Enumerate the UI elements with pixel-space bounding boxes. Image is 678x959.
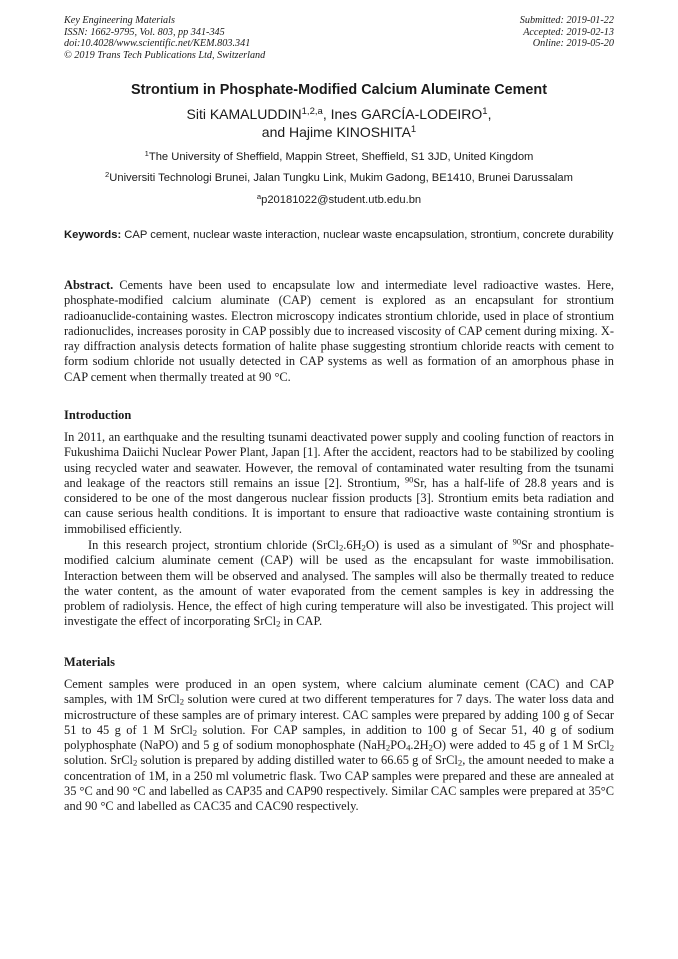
accepted-date: Accepted: 2019-02-13: [523, 26, 614, 38]
subscript: 2: [361, 542, 366, 553]
affiliation-mark: 1: [482, 105, 488, 117]
text-run: solution is prepared by adding distilled water to 66.65 g of SrCl: [137, 753, 458, 768]
text-run: PO: [390, 738, 407, 753]
author-list: [40, 105, 638, 141]
abstract-text: Cements have been used to encapsulate low and intermediate level radioactive wastes. Here, phosphate-modified calcium aluminate (CAP) cement is explored as an encapsulant for strontium radioanuclide-containing wastes. Electron microscopy indicates strontium chloride, used in place of strontium radionuclides, increases porosity in CAP possibly due to increased viscosity of CAP cement during mixing. X-ray diffraction analysis detects formation of halite phase suggesting strontium chloride reacts with cement to form sodium chloride not usually detected in CAP systems as well as formation of an amorphous phase in CAP cement when thermally treated at 90 °C.: [64, 278, 614, 384]
affiliation-mark: a: [256, 191, 262, 201]
materials-paragraph: [64, 677, 614, 815]
affiliation-2: [40, 169, 638, 184]
keywords-text: CAP cement, nuclear waste interaction, nuclear waste encapsulation, strontium, concrete durability: [121, 229, 614, 241]
author-name: Siti KAMALUDDIN: [186, 106, 302, 122]
online-date: Online: 2019-05-20: [532, 38, 614, 50]
affiliation-text: Universiti Technologi Brunei, Jalan Tungku Link, Mukim Gadong, BE1410, Brunei Darussalam: [109, 172, 573, 184]
journal-name: Key Engineering Materials: [64, 15, 175, 26]
keywords-label: Keywords:: [64, 229, 122, 241]
subscript: 2: [179, 697, 185, 708]
text-run: in CAP.: [280, 614, 323, 629]
abstract-label: Abstract.: [64, 278, 114, 292]
author-line-2: [40, 123, 638, 141]
issn-volume: ISSN: 1662-9795, Vol. 803, pp 341-345: [64, 26, 225, 38]
paper-title: Strontium in Phosphate-Modified Calcium Aluminate Cement: [130, 82, 548, 98]
text-run: In 2011, an earthquake and the resulting tsunami deactivated power supply and cooling function of reactors in Fukushima Daiichi Nuclear Power Plant, Japan [1]. After the accident, reactors had to be stabilized by cooling using recycled water and seawater. However, the removal of contaminated water resulting from the tsunami and leakage of the reactors still remains an issue [2]. Strontium,: [64, 430, 614, 490]
text-run: O) were added to 45 g of 1 M SrCl: [432, 738, 610, 753]
subscript: 2: [192, 727, 198, 738]
text-run: Sr and phosphate-modified calcium aluminate cement (CAP) will be used as the encapsulant for waste immobilisation. Interaction between them will be observed and analysed. The samples will also be thermally treated to reduce the water content, as the amount of water evaporated from the cement samples is key in addressing the problem of radiolysis. Hence, the effect of high curing temperature will also be investigated. This project will investigate the effect of incorporating SrCl: [64, 538, 614, 629]
author-email: [40, 191, 638, 206]
subscript: 2: [609, 742, 615, 753]
affiliation-mark: 2: [105, 169, 110, 179]
subscript: 2: [132, 758, 138, 769]
affiliation-1: [40, 148, 638, 163]
text-run: solution. For CAP samples, in addition to 100 g of Secar 51, 40 g of sodium polyphosphate (NaPO) and 5 g of sodium monophosphate (NaH: [64, 722, 614, 753]
publication-dates: [520, 15, 614, 50]
abstract: [64, 278, 614, 385]
text-run: In this research project, strontium chloride (SrCl: [88, 538, 339, 552]
text-run: Sr, has a half-life of 28.8 years and is considered to be one of the most dangerous nuclear fission products [3]. Strontium emits beta radiation and can cause serious health conditions. It is important to ensure that radioactive waste containing strontium is immobilised efficiently.: [64, 475, 615, 536]
subscript: 4: [406, 742, 411, 753]
text-run: O) is used as a simulant of: [365, 538, 513, 552]
isotope-mass: 90: [404, 474, 414, 485]
affiliation-mark: 1: [410, 123, 417, 135]
author-name: and Hajime KINOSHITA: [261, 124, 411, 140]
copyright: © 2019 Trans Tech Publications Ltd, Switzerland: [64, 49, 266, 61]
subscript: 2: [385, 742, 391, 753]
subscript: 2: [338, 542, 344, 553]
separator: ,: [487, 106, 492, 122]
intro-paragraph-1: [64, 430, 614, 537]
text-run: solution were cured at two different temperatures for 7 days. The water loss data and microstructure of these samples are of primary interest. CAC samples were prepared by adding 100 g of Secar 51 to 45 g of 1 M SrCl: [64, 692, 614, 737]
intro-paragraph-2: [64, 538, 614, 630]
subscript: 2: [276, 619, 281, 630]
submitted-date: Submitted: 2019-01-22: [519, 15, 614, 26]
author-name: , Ines GARCÍA-LODEIRO: [322, 106, 483, 122]
section-heading-materials: Materials: [64, 655, 115, 669]
affiliation-mark: 1,2,a: [301, 105, 323, 117]
subscript: 2: [428, 742, 433, 753]
isotope-mass: 90: [512, 536, 522, 547]
author-line-1: [40, 105, 638, 123]
text-run: .2H: [410, 738, 429, 753]
subscript: 2: [457, 758, 463, 769]
affiliation-mark: 1: [144, 148, 149, 158]
journal-info: [64, 15, 265, 61]
text-run: , the amount needed to make a concentration of 1M, in a 250 ml volumetric flask. Two CAP samples were prepared and these are annealed at 35 °C and 90 °C and labelled as CAP35 and CAP90 respectively. Similar CAC samples were prepared at 35°C and 90 °C and labelled as CAC35 and CAC90 respectively.: [64, 753, 614, 814]
keywords: [64, 228, 614, 242]
text-run: .6H: [343, 538, 362, 552]
text-run: solution. SrCl: [64, 753, 133, 768]
doi[interactable]: doi:10.4028/www.scientific.net/KEM.803.341: [64, 38, 251, 50]
section-heading-introduction: Introduction: [64, 408, 132, 422]
text-run: Cement samples were produced in an open system, where calcium aluminate cement (CAC) and CAP samples, with 1M SrCl: [64, 677, 614, 707]
affiliation-text: The University of Sheffield, Mappin Street, Sheffield, S1 3JD, United Kingdom: [148, 151, 534, 163]
email-address[interactable]: p20181022@student.utb.edu.bn: [261, 194, 422, 206]
